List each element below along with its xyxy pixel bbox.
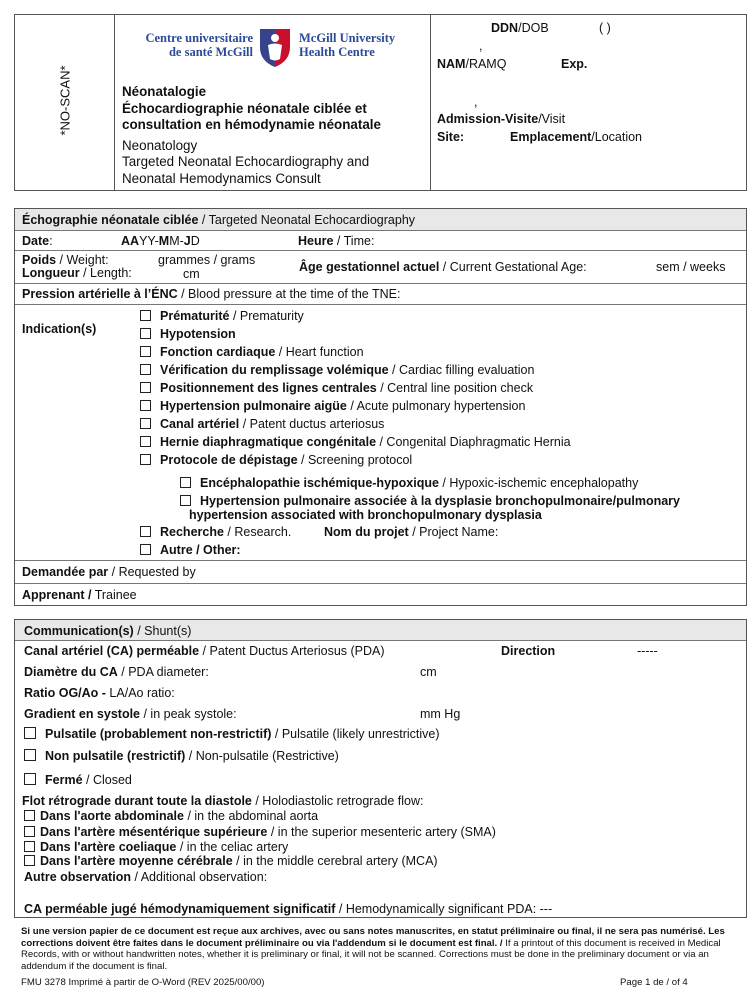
gestational-age-unit: sem / weeks [656, 260, 726, 274]
scan-disclaimer: Si une version papier de ce document est reçue aux archives, avec ou sans notes manuscrites, en statut préliminaire ou final, il ne sera pas numérisé. Les corrections doivent être faites dans le document préliminaire ou via l'addendum si le document est final. / If a printout of this document is received in Medical Records, with or without handwritten notes, whether it is preliminary or final, it will not be scanned. Corrections must be done in the preliminary document or via an addendum if the document is final. [21, 926, 725, 972]
no-scan-label: *NO-SCAN* [57, 65, 73, 136]
indication-item-ph-bpd[interactable]: Hypertension pulmonaire associée à la dysplasie bronchopulmonaire/pulmonary [180, 494, 680, 508]
requested-by-label: Demandée par / Requested by [22, 565, 196, 579]
ddn-label: DDN/DOB [491, 21, 549, 35]
indication-item[interactable]: Protocole de dépistage / Screening protocol [140, 453, 412, 467]
checkbox[interactable] [140, 418, 151, 429]
checkbox[interactable] [180, 495, 191, 506]
length-unit: cm [183, 267, 200, 281]
checkbox[interactable] [140, 364, 151, 375]
indication-item-hie[interactable]: Encéphalopathie ischémique-hypoxique / Hypoxic-ischemic encephalopathy [180, 476, 638, 490]
trainee-label: Apprenant / Trainee [22, 588, 137, 602]
gestational-age-label: Âge gestationnel actuel / Current Gestational Age: [299, 260, 587, 274]
ddn-paren: ( ) [599, 21, 611, 35]
muhc-crest-icon [256, 25, 294, 69]
admission-label: Admission-Visite/Visit [437, 112, 566, 126]
title-fr-line3: consultation en hémodynamie néonatale [122, 117, 381, 132]
header-box [14, 14, 747, 191]
checkbox[interactable] [140, 310, 151, 321]
checkbox[interactable] [180, 477, 191, 488]
flow-option[interactable]: Dans l'artère mésentérique supérieure / in the superior mesenteric artery (SMA) [24, 825, 496, 839]
indication-item[interactable]: Fonction cardiaque / Heart function [140, 345, 364, 359]
weight-unit: grammes / grams [158, 253, 256, 267]
tne-section [14, 208, 747, 606]
checkbox[interactable] [140, 526, 151, 537]
logo-en-line2: Health Centre [299, 45, 375, 59]
direction-label: Direction [501, 644, 556, 658]
checkbox[interactable] [140, 400, 151, 411]
shunt-section-title: Communication(s) / Shunt(s) [24, 624, 192, 638]
checkbox[interactable] [24, 727, 36, 739]
indication-item[interactable]: Hernie diaphragmatique congénitale / Congenital Diaphragmatic Hernia [140, 435, 571, 449]
title-en-line3: Neonatal Hemodynamics Consult [122, 170, 321, 186]
checkbox[interactable] [24, 773, 36, 785]
indication-label: Indication(s) [22, 322, 97, 336]
checkbox[interactable] [140, 382, 151, 393]
closed-option[interactable]: Fermé / Closed [24, 773, 132, 787]
flow-option[interactable]: Dans l'artère coeliaque / in the celiac artery [24, 840, 288, 854]
logo-fr-line2: de santé McGill [168, 45, 253, 59]
tne-section-title: Échographie néonatale ciblée / Targeted Neonatal Echocardiography [22, 213, 416, 227]
length-label: Longueur / Length: [22, 266, 132, 280]
title-en-line1: Neonatology [122, 137, 198, 153]
comma-1: , [479, 39, 483, 53]
checkbox[interactable] [140, 436, 151, 447]
non-pulsatile-option[interactable]: Non pulsatile (restrictif) / Non-pulsatile (Restrictive) [24, 749, 339, 763]
weight-label: Poids / Weight: [22, 253, 109, 267]
flow-option[interactable]: Dans l'artère moyenne cérébrale / in the middle cerebral artery (MCA) [24, 854, 438, 868]
form-id: FMU 3278 Imprimé à partir de O-Word (REV 2025/00/00) [21, 977, 265, 988]
date-field[interactable]: AAYY-MM-JD [121, 234, 200, 248]
pulsatile-option[interactable]: Pulsatile (probablement non-restrictif) / Pulsatile (likely unrestrictive) [24, 727, 440, 741]
muhc-logo [125, 23, 415, 69]
direction-value[interactable]: ----- [637, 644, 658, 658]
blood-pressure-label: Pression artérielle à l’ÉNC / Blood pressure at the time of the TNE: [22, 287, 401, 301]
indication-item-research[interactable]: Recherche / Research. [140, 525, 291, 539]
indication-item[interactable]: Prématurité / Prematurity [140, 309, 304, 323]
comma-2: , [474, 95, 478, 109]
la-ao-ratio-label: Ratio OG/Ao - LA/Ao ratio: [24, 686, 175, 700]
checkbox[interactable] [24, 749, 36, 761]
title-en-line2: Targeted Neonatal Echocardiography and [122, 154, 370, 169]
logo-fr-line1: Centre universitaire [145, 31, 253, 45]
indication-item-ph-bpd-line2: hypertension associated with bronchopulmonary dysplasia [189, 508, 542, 522]
holodiastolic-flow-label: Flot rétrograde durant toute la diastole / Holodiastolic retrograde flow: [22, 794, 424, 808]
indication-item[interactable]: Positionnement des lignes centrales / Central line position check [140, 381, 533, 395]
pda-diameter-unit: cm [420, 665, 437, 679]
indication-item[interactable]: Vérification du remplissage volémique / Cardiac filling evaluation [140, 363, 534, 377]
shunt-section [14, 619, 747, 918]
checkbox[interactable] [140, 454, 151, 465]
indication-item[interactable]: Canal artériel / Patent ductus arteriosus [140, 417, 384, 431]
nam-label: NAM/RAMQ [437, 57, 507, 71]
checkbox[interactable] [24, 826, 35, 837]
checkbox[interactable] [24, 855, 35, 866]
exp-label: Exp. [561, 57, 588, 71]
gradient-label: Gradient en systole / in peak systole: [24, 707, 237, 721]
checkbox[interactable] [24, 810, 35, 821]
significant-pda-label: CA perméable jugé hémodynamiquement significatif / Hemodynamically significant PDA: --- [24, 902, 553, 916]
date-label: Date: [22, 234, 53, 248]
title-fr-line1: Néonatalogie [122, 84, 207, 99]
site-label: Site: [437, 130, 465, 144]
checkbox[interactable] [140, 328, 151, 339]
indication-item-other[interactable]: Autre / Other: [140, 543, 241, 557]
gradient-unit: mm Hg [420, 707, 461, 721]
indication-item[interactable]: Hypertension pulmonaire aigüe / Acute pulmonary hypertension [140, 399, 525, 413]
indication-item[interactable]: Hypotension [140, 327, 236, 341]
project-name-label: Nom du projet / Project Name: [324, 525, 499, 539]
checkbox[interactable] [24, 841, 35, 852]
flow-option[interactable]: Dans l'aorte abdominale / in the abdominal aorta [24, 809, 318, 823]
time-label: Heure / Time: [298, 234, 375, 248]
location-label: Emplacement/Location [510, 130, 643, 144]
logo-en-line1: McGill University [299, 31, 396, 45]
page-number: Page 1 de / of 4 [620, 977, 688, 988]
additional-observation-label: Autre observation / Additional observation: [24, 870, 268, 884]
pda-diameter-label: Diamètre du CA / PDA diameter: [24, 665, 209, 679]
checkbox[interactable] [140, 544, 151, 555]
checkbox[interactable] [140, 346, 151, 357]
title-fr-line2: Échocardiographie néonatale ciblée et [122, 100, 367, 116]
pda-label: Canal artériel (CA) perméable / Patent Ductus Arteriosus (PDA) [24, 644, 385, 658]
